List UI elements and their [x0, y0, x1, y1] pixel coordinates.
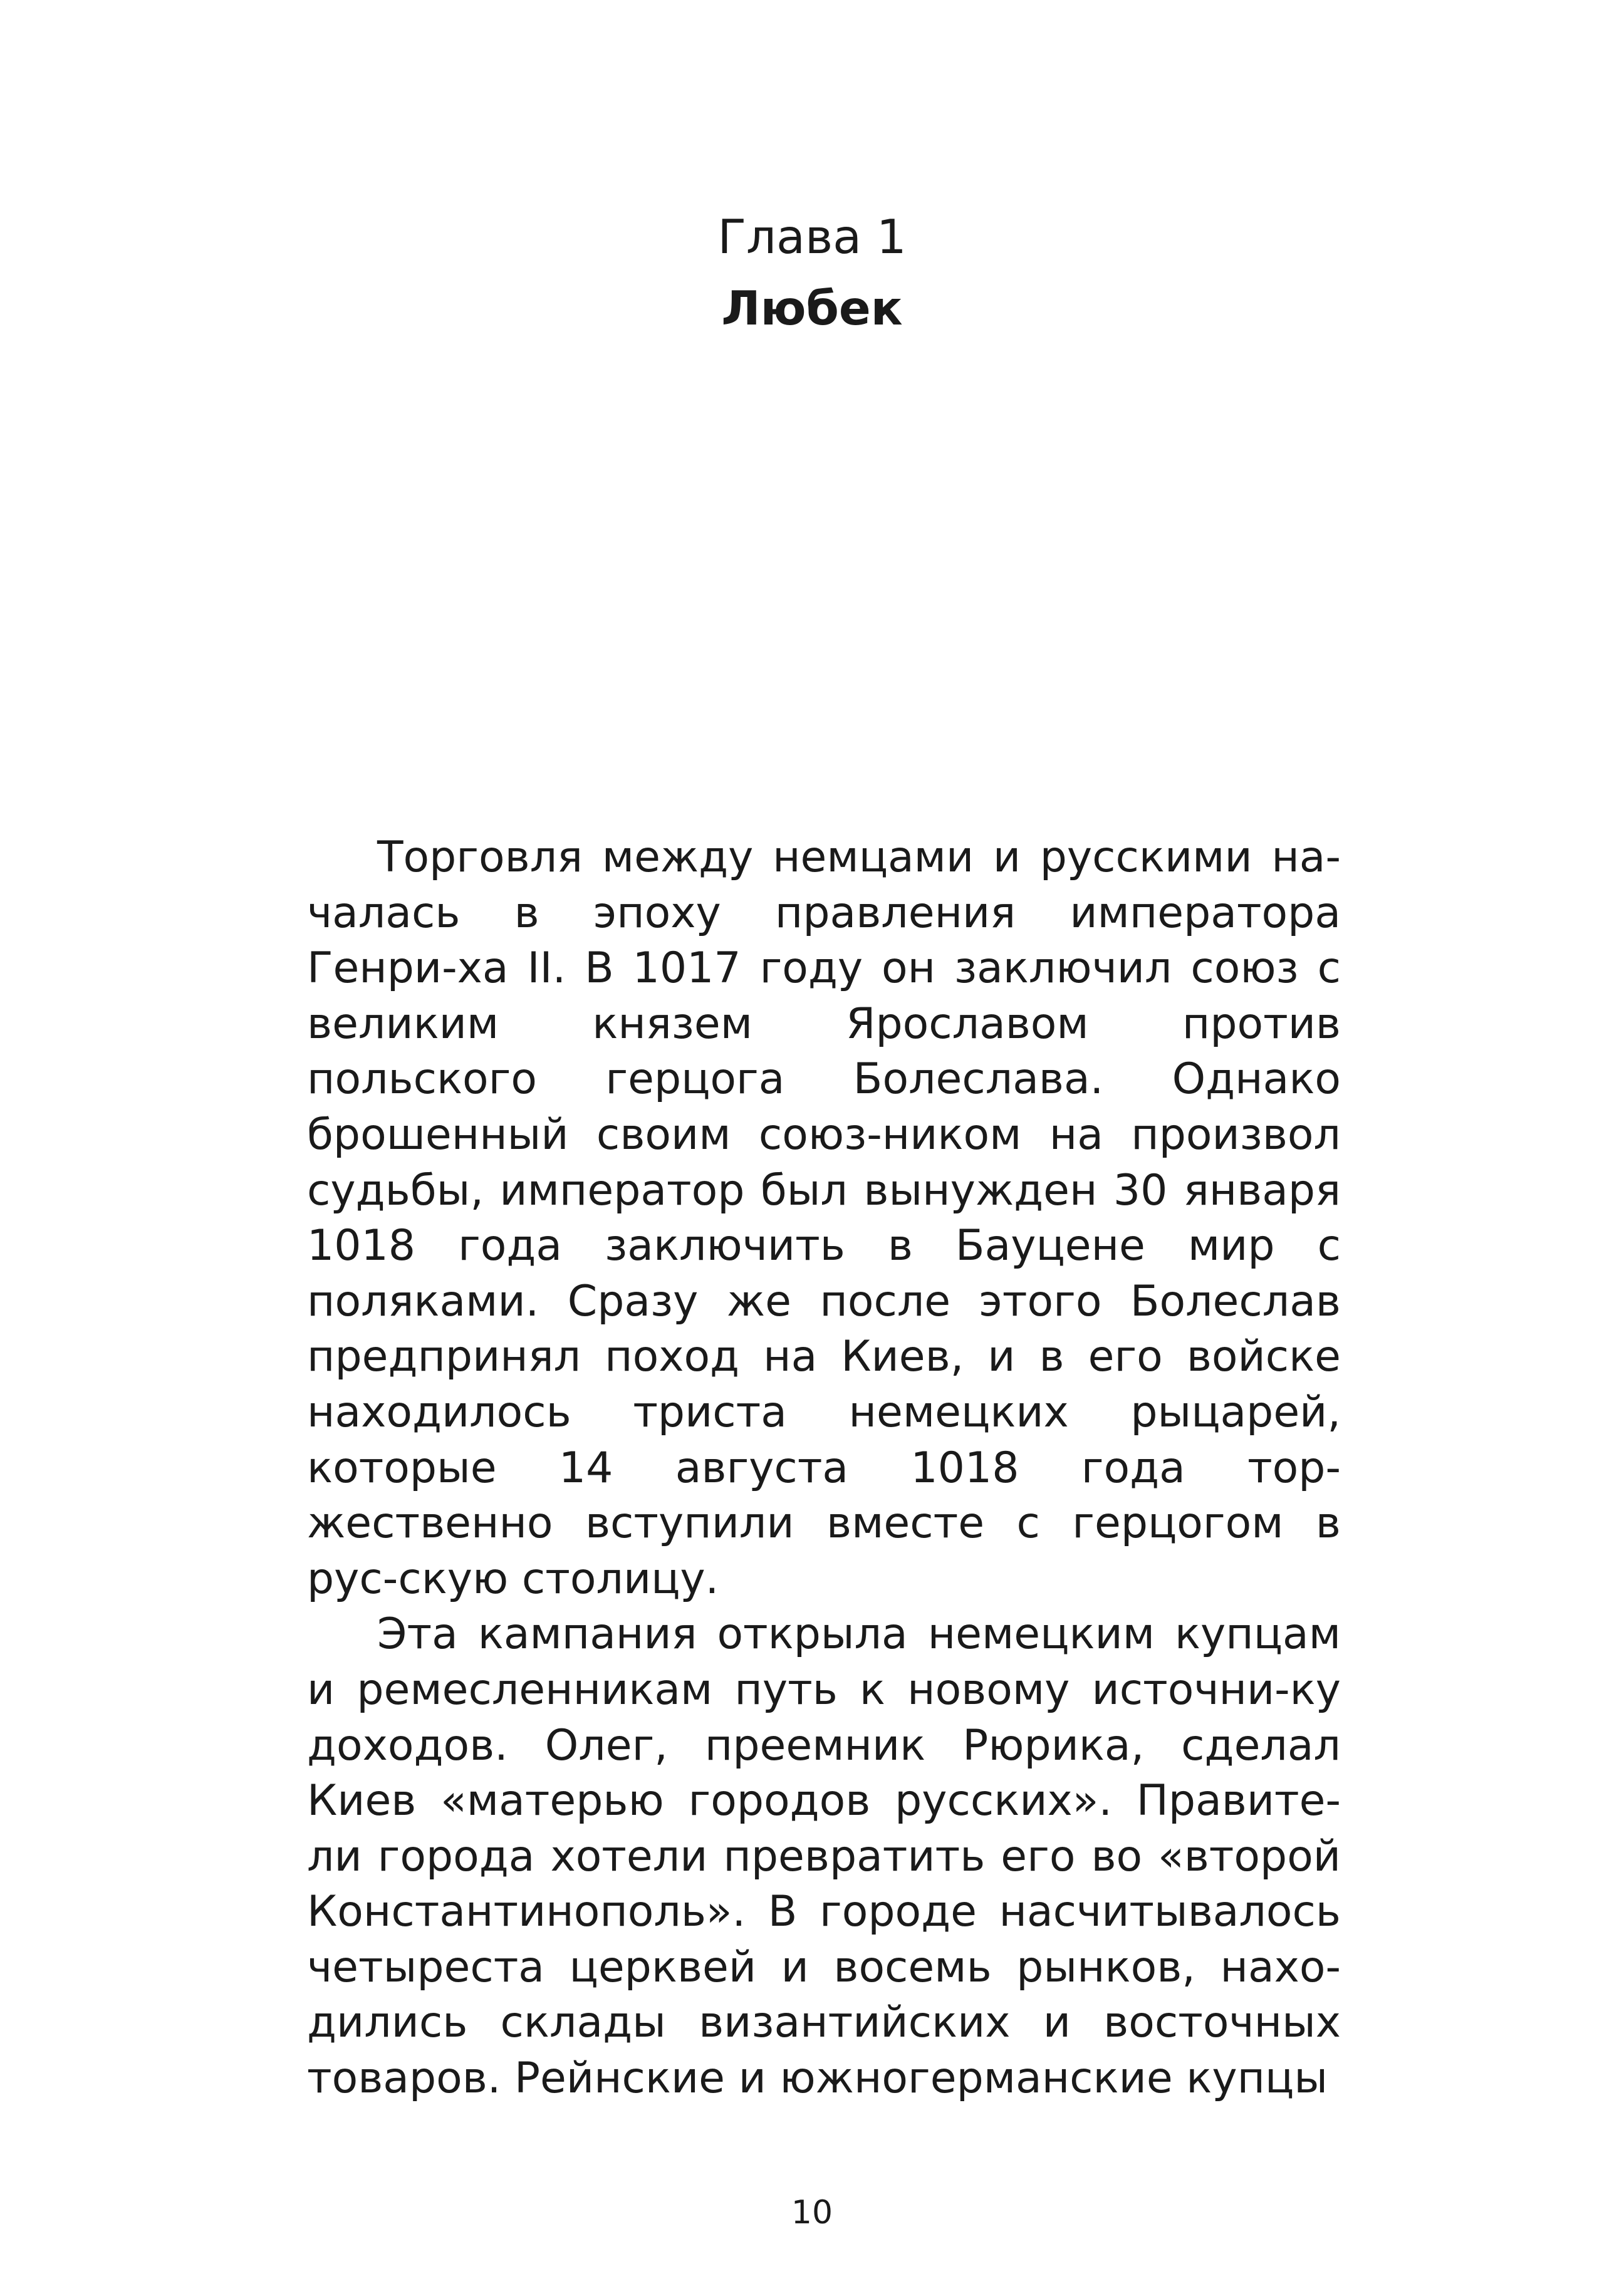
- paragraph: Эта кампания открыла немецким купцам и ремесленникам путь к новому источни-ку доходов. Олег, преемник Рюрика, сделал Киев «матерью городов русских». Правите-ли города хотели превратить его во «второй Константинополь». В городе насчитывалось четыреста церквей и восемь рынков, нахо-дились склады византийских и восточных товаров. Рейнские и южногерманские купцы: [307, 1609, 1341, 2104]
- chapter-number: Глава 1: [717, 209, 907, 264]
- page-number: 10: [791, 2194, 833, 2231]
- chapter-header: [0, 199, 1624, 346]
- paragraph: Торговля между немцами и русскими на-чалась в эпоху правления императора Генри-ха II. В 1017 году он заключил союз с великим князем Ярославом против польского герцога Болеслава. Однако брошенный своим союз-ником на произвол судьбы, император был вынужден 30 января 1018 года заключить в Бауцене мир с поляками. Сразу же после этого Болеслав предпринял поход на Киев, и в его войске находилось триста немецких рыцарей, которые 14 августа 1018 года тор-жественно вступили вместе с герцогом в рус-скую столицу.: [307, 833, 1341, 1604]
- chapter-title: Любек: [721, 281, 903, 336]
- body-text: [307, 830, 1341, 2107]
